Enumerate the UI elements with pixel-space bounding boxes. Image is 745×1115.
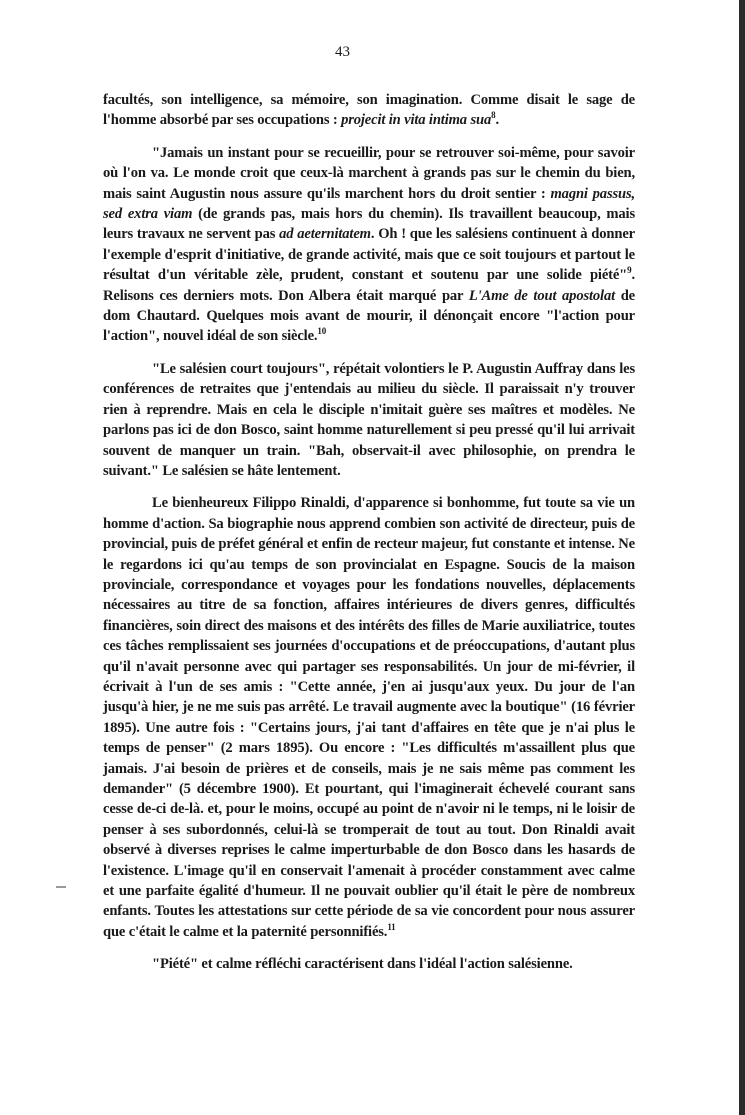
latin-quote: magni passus, sed extra viam	[103, 185, 635, 223]
footnote-ref-11: 11	[387, 921, 396, 932]
text-run: "Le salésien court toujours", répétait volontiers le P. Augustin Auffray dans les conférences de retraites que j'entendais au milieu du siècle. Il paraissait n'y trouver rien à reprendre. Mais en cela le disciple n'imitait guère ses maîtres et modèles. Ne parlons pas ici de don Bosco, saint homme naturellement si peu pressé qu'il lui arrivait souvent de manquer un train. "Bah, observait-il avec philosophie, on prendra le suivant." Le salésien se hâte lentement.	[103, 360, 635, 479]
body-text	[103, 90, 635, 987]
page-edge-shadow	[739, 0, 745, 1115]
text-run: (de grands pas, mais hors du chemin). Ils travaillent beaucoup, mais leurs travaux ne servent pas	[103, 206, 635, 243]
text-run: Le bienheureux Filippo Rinaldi, d'apparence si bonhomme, fut toute sa vie un homme d'action. Sa biographie nous apprend combien son activité de directeur, puis de provincial, puis de préfet général et enfin de recteur majeur, fut constante et intense. Ne le regardons ici qu'au temps de son provincialat en Espagne. Soucis de la maison provinciale, correspondance et voyages pour les fondations nouvelles, déplacements nécessaires au titre de sa fonction, affaires intérieures de divers genres, difficultés financières, soin direct des maisons et des intérêts des filles de Marie auxiliatrice, toutes ces tâches remplissaient ses journées d'occupations et de préoccupations, d'autant plus qu'il n'avait personne avec qui partager ses responsabilités. Un jour de mi-février, il écrivait à l'un de ses amis : "Cette année, j'en ai jusqu'aux yeux. Du jour de l'an jusqu'à hier, je ne me suis pas arrêté. Le travail augmente avec la boutique" (16 février 1895). Une autre fois : "Certains jours, j'ai tant d'affaires en tête que je n'ai plus le temps de penser" (2 mars 1895). Ou encore : "Les difficultés m'assaillent plus que jamais. J'ai besoin de prières et de conseils, mais je ne sais même pas comment les demander" (5 décembre 1900). Et pourtant, qui l'imaginerait échevelé courant sans cesse de-ci de-là. et, pour le moins, occupé au point de n'avoir ni le temps, ni le loisir de penser à ses subordonnés, celui-là se tromperait de tout au tout. Don Rinaldi avait observé à diverses reprises le calme imperturbable de don Bosco dans les hasards de l'existence. L'image qu'il en conservait l'amenait à procéder constamment avec calme et une parfaite égalité d'humeur. Il ne pouvait oublier qu'il était le père de nombreux enfants. Toutes les attestations sur cette période de sa vie concordent pour nous assurer que c'était le calme et la paternité personnifiés.	[103, 495, 635, 940]
latin-quote: projecit in vita intima sua	[341, 112, 492, 129]
margin-mark	[56, 886, 66, 888]
text-run: "Jamais un instant pour se recueillir, pour se retrouver soi-même, pour savoir où l'on va. Le monde croit que ceux-là marchent à grands pas sur le chemin du bien, mais saint Augustin nous assure qu'ils marchent hors du droit sentier :	[103, 144, 635, 202]
paragraph-3	[103, 359, 635, 481]
text-run: "Piété" et calme réfléchi caractérisent dans l'idéal l'action salésienne.	[152, 956, 573, 973]
paragraph-2	[103, 143, 635, 347]
latin-quote: ad aeternitatem	[279, 226, 371, 243]
page-number: 43	[335, 44, 350, 60]
text-run: de dom Chautard. Quelques mois avant de mourir, il dénonçait encore "l'action pour l'action", nouvel idéal de son siècle.	[103, 287, 636, 345]
paragraph-1	[103, 90, 635, 131]
text-run: facultés, son intelligence, sa mémoire, son imagination. Comme disait le sage de l'homme absorbé par ses occupations :	[103, 92, 635, 129]
text-run: .	[495, 112, 499, 129]
text-run: . Relisons ces derniers mots. Don Albera était marqué par	[103, 267, 635, 304]
paragraph-4	[103, 493, 635, 942]
footnote-ref-10: 10	[317, 326, 327, 337]
footnote-ref-9: 9	[627, 265, 632, 276]
paragraph-5	[103, 954, 635, 974]
book-title: L'Ame de tout apostolat	[468, 287, 616, 304]
footnote-ref-8: 8	[491, 110, 496, 121]
text-run: . Oh ! que les salésiens continuent à donner l'exemple d'esprit d'initiative, de grande activité, mais que ce soit toujours et partout le résultat d'un véritable zèle, prudent, constant et soutenu par une solide piété"	[103, 226, 635, 284]
